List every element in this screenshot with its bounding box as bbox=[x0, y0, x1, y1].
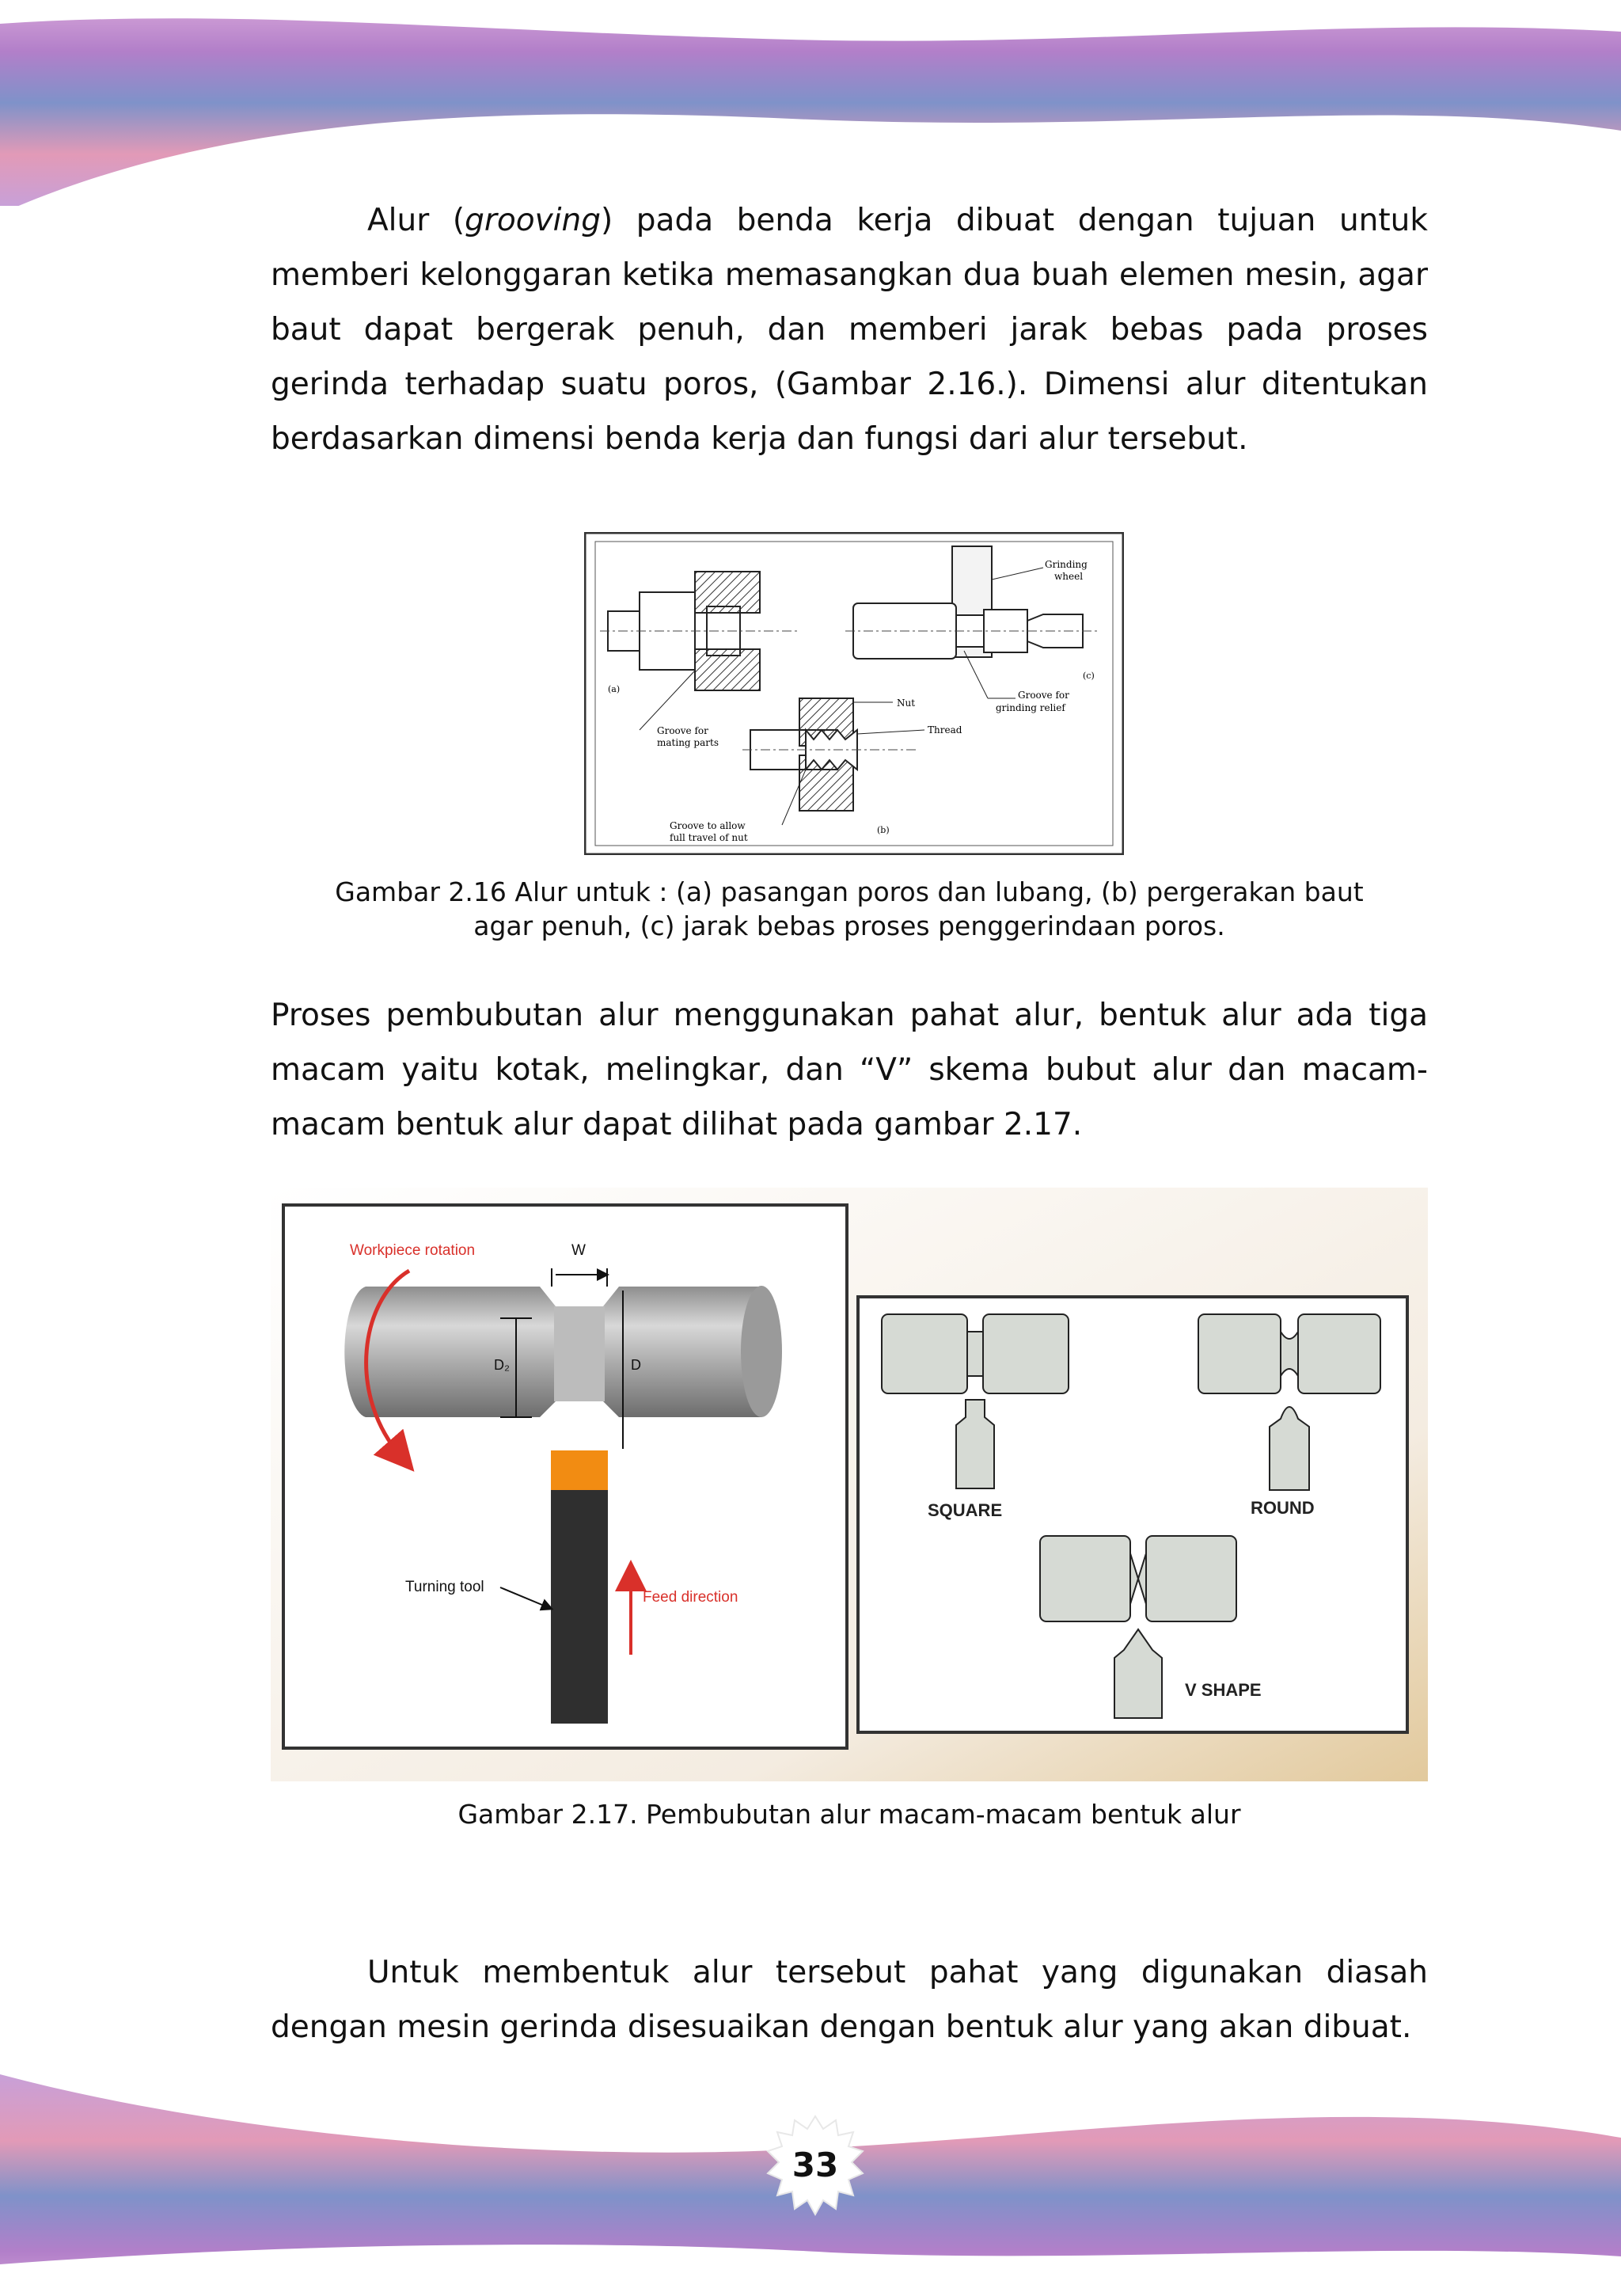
paragraph-grooving-process: Proses pembubutan alur menggunakan pahat alur, bentuk alur ada tiga macam yaitu kotak, melingkar, dan “V” skema bubut alur dan macam-macam bentuk alur dapat dilihat pada gambar 2.17. bbox=[271, 998, 1428, 1142]
caption-figure-2-17: Gambar 2.17. Pembubutan alur macam-macam bentuk alur bbox=[457, 1799, 1241, 1830]
caption-figure-2-16 bbox=[271, 875, 1428, 943]
label-a: (a) bbox=[608, 684, 621, 694]
paragraph-grinding-tool: Untuk membentuk alur tersebut pahat yang digunakan diasah dengan mesin gerinda disesuaikan dengan bentuk alur yang akan dibuat. bbox=[271, 1955, 1428, 2045]
paragraph-intro-text-a: Alur ( bbox=[367, 203, 465, 238]
label-nut: Nut bbox=[897, 698, 916, 709]
caption-figure-2-16-line-1: Gambar 2.16 Alur untuk : (a) pasangan poros dan lubang, (b) pergerakan baut bbox=[335, 876, 1364, 907]
paragraph-intro-text-b: ) pada benda kerja dibuat dengan tujuan untuk memberi kelonggaran ketika memasangkan dua buah elemen mesin, agar baut dapat bergerak penuh, dan memberi jarak bebas pada proses gerinda terhadap suatu poros, (Gambar 2.16.). Dimensi alur ditentukan berdasarkan dimensi benda kerja dan fungsi dari alur tersebut. bbox=[271, 203, 1428, 457]
paragraph-intro bbox=[271, 193, 1428, 466]
label-b: (b) bbox=[877, 825, 890, 835]
label-turning-tool: Turning tool bbox=[405, 1579, 484, 1595]
label-d2: D₂ bbox=[494, 1357, 510, 1373]
label-thread: Thread bbox=[928, 724, 962, 736]
label-groove-grinding-2: grinding relief bbox=[996, 702, 1065, 713]
label-groove-mating-2: mating parts bbox=[657, 737, 719, 748]
label-grinding-wheel-2: wheel bbox=[1054, 571, 1084, 582]
label-d: D bbox=[631, 1357, 641, 1373]
label-groove-grinding-1: Groove for bbox=[1018, 690, 1069, 701]
panel-grooving-schematic bbox=[283, 1205, 847, 1748]
caption-figure-2-16-line-2: agar penuh, (c) jarak bebas proses penggerindaan poros. bbox=[473, 910, 1225, 941]
paragraph-intro-italic: grooving bbox=[465, 203, 601, 238]
label-grinding-wheel-1: Grinding bbox=[1045, 559, 1088, 570]
figure-2-17 bbox=[271, 1188, 1428, 1781]
label-groove-mating-1: Groove for bbox=[657, 725, 708, 736]
figure-2-16 bbox=[584, 532, 1124, 855]
label-workpiece-rotation: Workpiece rotation bbox=[350, 1242, 476, 1259]
label-square: SQUARE bbox=[928, 1500, 1003, 1520]
label-groove-travel-1: Groove to allow bbox=[670, 820, 746, 831]
page-number: 33 bbox=[792, 2146, 839, 2184]
label-groove-travel-2: full travel of nut bbox=[670, 832, 748, 843]
label-w: W bbox=[571, 1242, 586, 1259]
label-round: ROUND bbox=[1251, 1498, 1315, 1518]
label-c: (c) bbox=[1083, 671, 1095, 681]
label-feed-direction: Feed direction bbox=[643, 1589, 738, 1606]
label-v-shape: V SHAPE bbox=[1185, 1680, 1262, 1700]
